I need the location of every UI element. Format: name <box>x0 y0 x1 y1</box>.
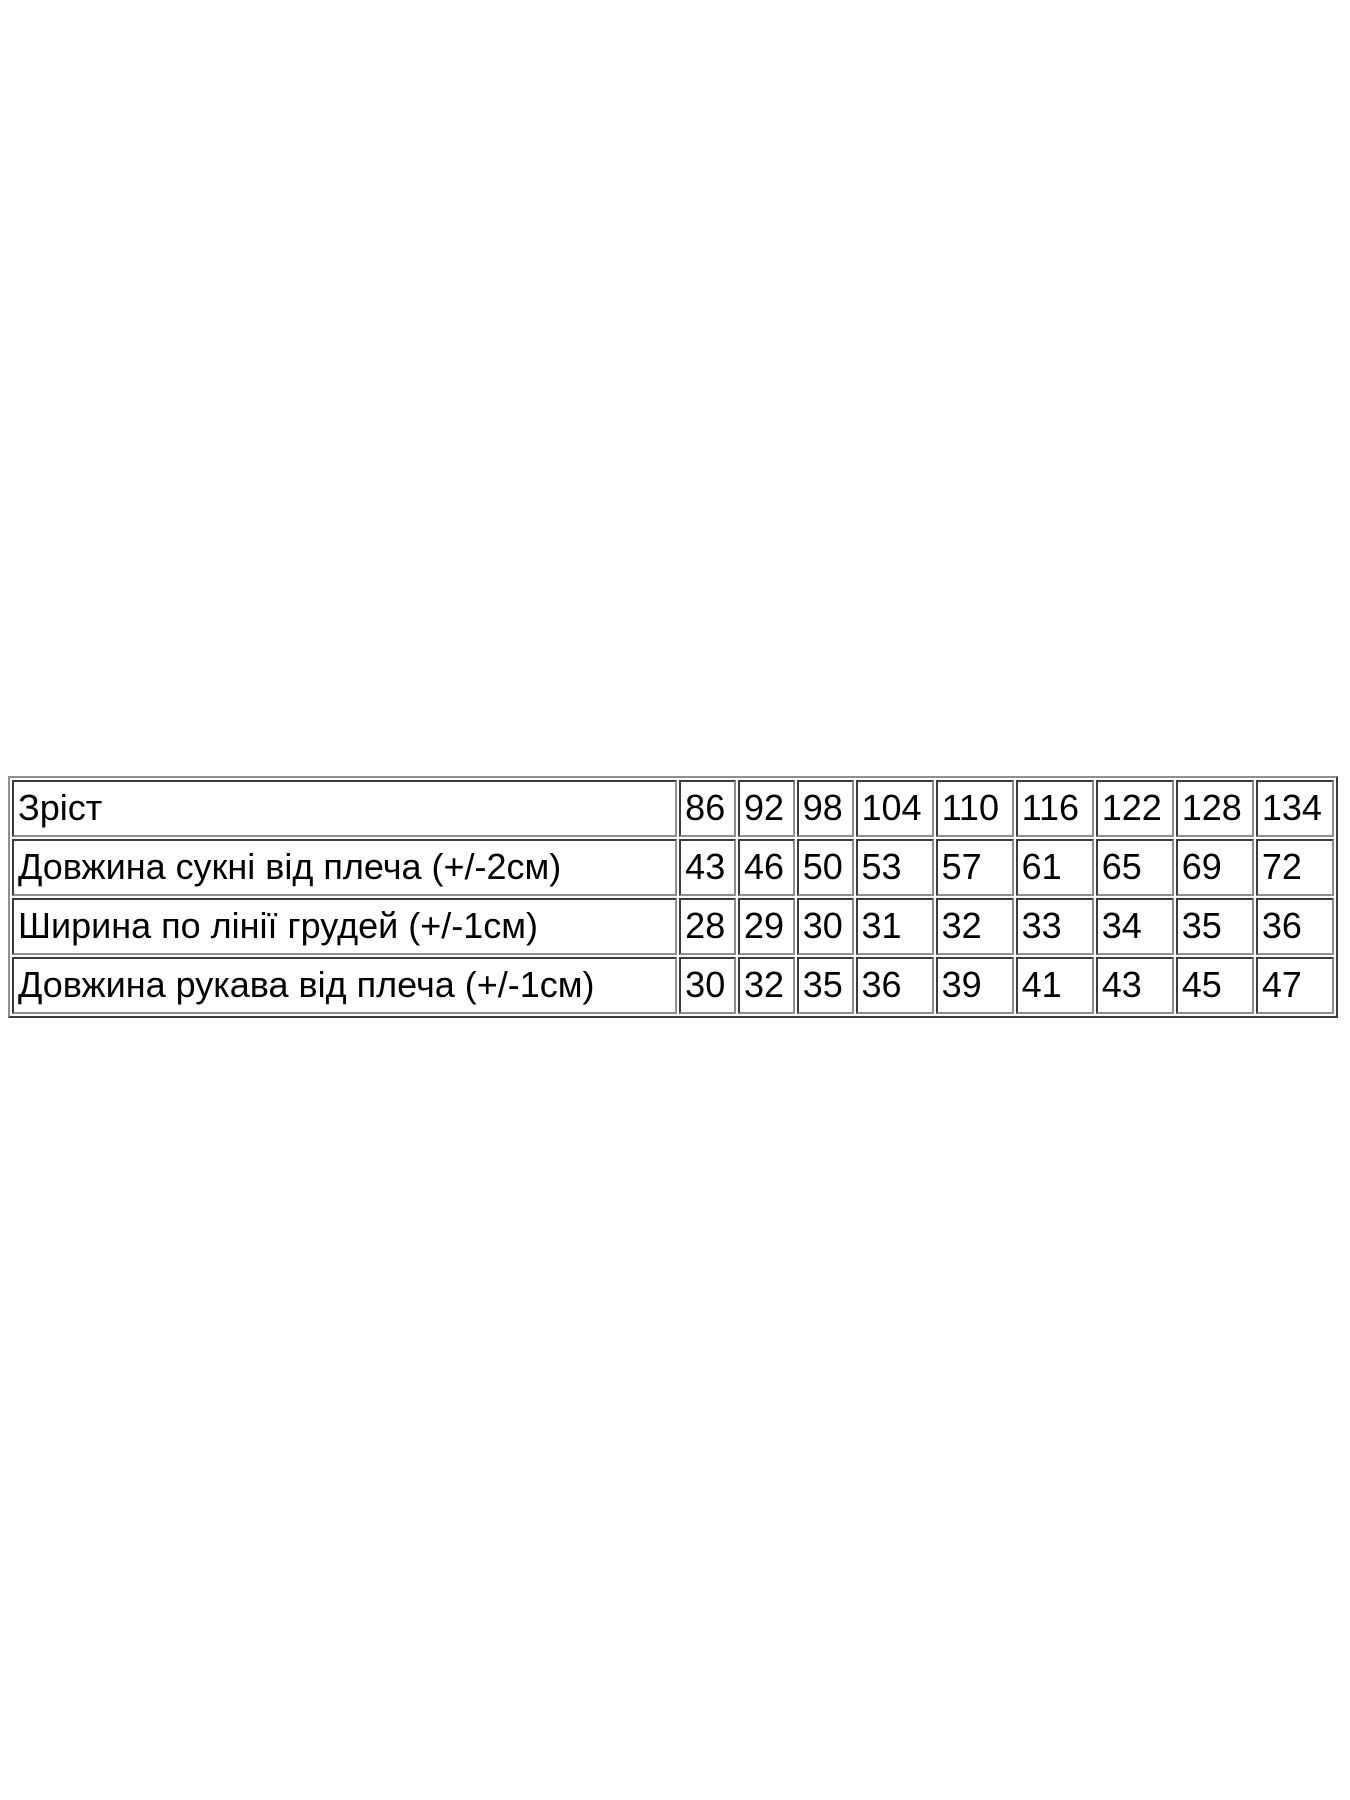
value-cell: 47 <box>1256 957 1334 1014</box>
value-cell: 72 <box>1256 839 1334 896</box>
size-header-cell: 86 <box>679 780 736 837</box>
size-header-cell: 92 <box>738 780 795 837</box>
value-cell: 35 <box>1176 898 1254 955</box>
size-header-cell: 122 <box>1096 780 1174 837</box>
value-cell: 61 <box>1016 839 1094 896</box>
row-label-dress-length: Довжина сукні від плеча (+/-2см) <box>12 839 677 896</box>
value-cell: 33 <box>1016 898 1094 955</box>
value-cell: 28 <box>679 898 736 955</box>
value-cell: 30 <box>679 957 736 1014</box>
value-cell: 53 <box>856 839 934 896</box>
row-label-sleeve-length: Довжина рукава від плеча (+/-1см) <box>12 957 677 1014</box>
value-cell: 43 <box>679 839 736 896</box>
size-header-cell: 98 <box>797 780 854 837</box>
size-chart-table <box>8 776 1338 1018</box>
value-cell: 29 <box>738 898 795 955</box>
value-cell: 35 <box>797 957 854 1014</box>
value-cell: 50 <box>797 839 854 896</box>
row-label-height: Зріст <box>12 780 677 837</box>
table-row-sleeve-length <box>12 957 1334 1014</box>
value-cell: 69 <box>1176 839 1254 896</box>
value-cell: 30 <box>797 898 854 955</box>
value-cell: 36 <box>856 957 934 1014</box>
value-cell: 31 <box>856 898 934 955</box>
value-cell: 39 <box>936 957 1014 1014</box>
size-header-cell: 134 <box>1256 780 1334 837</box>
value-cell: 32 <box>936 898 1014 955</box>
table-row-height-header <box>12 780 1334 837</box>
value-cell: 34 <box>1096 898 1174 955</box>
table-row-dress-length <box>12 839 1334 896</box>
value-cell: 41 <box>1016 957 1094 1014</box>
size-header-cell: 104 <box>856 780 934 837</box>
value-cell: 46 <box>738 839 795 896</box>
value-cell: 43 <box>1096 957 1174 1014</box>
value-cell: 45 <box>1176 957 1254 1014</box>
value-cell: 57 <box>936 839 1014 896</box>
value-cell: 32 <box>738 957 795 1014</box>
size-header-cell: 116 <box>1016 780 1094 837</box>
row-label-chest-width: Ширина по лінії грудей (+/-1см) <box>12 898 677 955</box>
size-header-cell: 110 <box>936 780 1014 837</box>
value-cell: 36 <box>1256 898 1334 955</box>
table-row-chest-width <box>12 898 1334 955</box>
size-header-cell: 128 <box>1176 780 1254 837</box>
value-cell: 65 <box>1096 839 1174 896</box>
